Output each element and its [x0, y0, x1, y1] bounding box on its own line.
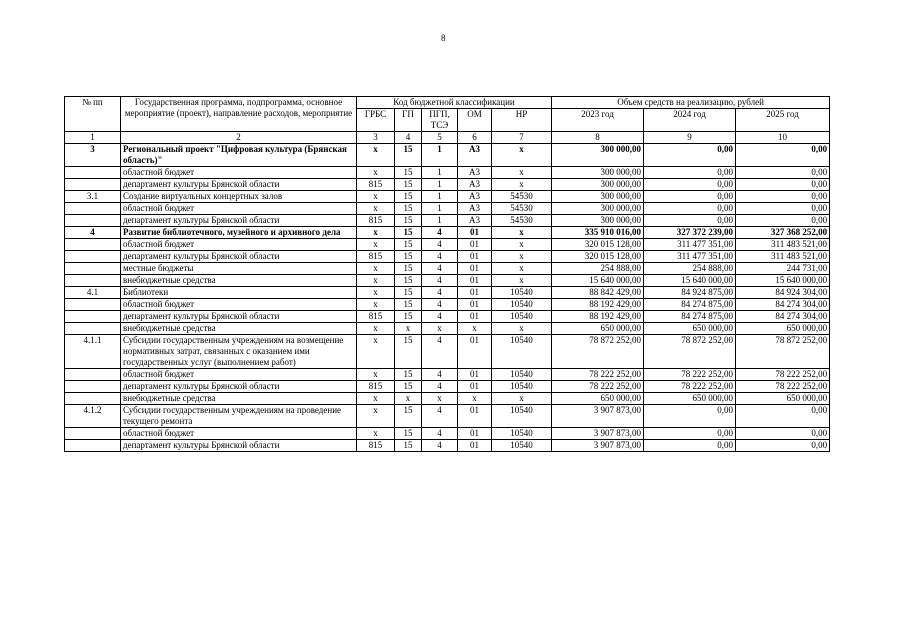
amount-2025: 311 483 521,00 — [736, 239, 830, 251]
amount-2023: 88 192 429,00 — [552, 311, 644, 323]
row-name: местные бюджеты — [121, 263, 357, 275]
nr-cell: 10540 — [492, 381, 552, 393]
om-cell: 01 — [458, 335, 492, 369]
header-grbs: ГРБС — [357, 109, 395, 132]
table-row — [65, 335, 830, 369]
amount-2025: 0,00 — [736, 179, 830, 191]
gp-cell: 15 — [395, 167, 422, 179]
amount-2025: 327 368 252,00 — [736, 227, 830, 239]
amount-2023: 15 640 000,00 — [552, 275, 644, 287]
om-cell: A3 — [458, 191, 492, 203]
ppgp-cell: 1 — [422, 179, 458, 191]
amount-2023: 650 000,00 — [552, 393, 644, 405]
column-number: 8 — [552, 132, 644, 144]
ppgp-cell: 4 — [422, 335, 458, 369]
table-row — [65, 405, 830, 428]
amount-2023: 3 907 873,00 — [552, 405, 644, 428]
amount-2024: 327 372 239,00 — [644, 227, 736, 239]
row-number — [65, 311, 121, 323]
row-number — [65, 203, 121, 215]
table-row — [65, 179, 830, 191]
grbs-cell: x — [357, 287, 395, 299]
ppgp-cell: x — [422, 323, 458, 335]
grbs-cell: x — [357, 428, 395, 440]
om-cell: A3 — [458, 203, 492, 215]
amount-2025: 0,00 — [736, 405, 830, 428]
row-number — [65, 381, 121, 393]
nr-cell: 10540 — [492, 369, 552, 381]
table-row — [65, 191, 830, 203]
gp-cell: 15 — [395, 405, 422, 428]
column-numbers-row — [65, 132, 830, 144]
row-name: Развитие библиотечного, музейного и архивного дела — [121, 227, 357, 239]
nr-cell: 10540 — [492, 428, 552, 440]
amount-2023: 254 888,00 — [552, 263, 644, 275]
om-cell: 01 — [458, 251, 492, 263]
ppgp-cell: 4 — [422, 369, 458, 381]
header-kbk-group: Код бюджетной классификации — [357, 97, 552, 109]
table-row — [65, 239, 830, 251]
amount-2023: 300 000,00 — [552, 191, 644, 203]
row-name: департамент культуры Брянской области — [121, 179, 357, 191]
row-number — [65, 167, 121, 179]
grbs-cell: 815 — [357, 251, 395, 263]
ppgp-cell: 1 — [422, 203, 458, 215]
row-number: 4.1.1 — [65, 335, 121, 369]
ppgp-cell: 4 — [422, 299, 458, 311]
row-name: Субсидии государственным учреждениям на возмещение нормативных затрат, связанных с оказанием ими государственных услуг (выполнением работ) — [121, 335, 357, 369]
table-body — [65, 144, 830, 452]
amount-2023: 3 907 873,00 — [552, 428, 644, 440]
row-name: внебюджетные средства — [121, 275, 357, 287]
gp-cell: x — [395, 323, 422, 335]
column-number: 7 — [492, 132, 552, 144]
column-number: 2 — [121, 132, 357, 144]
om-cell: 01 — [458, 405, 492, 428]
om-cell: 01 — [458, 299, 492, 311]
nr-cell: x — [492, 227, 552, 239]
nr-cell: x — [492, 275, 552, 287]
amount-2024: 0,00 — [644, 144, 736, 167]
om-cell: 01 — [458, 287, 492, 299]
om-cell: A3 — [458, 144, 492, 167]
gp-cell: 15 — [395, 263, 422, 275]
grbs-cell: 815 — [357, 311, 395, 323]
row-name: департамент культуры Брянской области — [121, 251, 357, 263]
om-cell: 01 — [458, 381, 492, 393]
header-ppgp: ПГП, ТСЭ — [422, 109, 458, 132]
row-number: 4.1.2 — [65, 405, 121, 428]
om-cell: A3 — [458, 179, 492, 191]
gp-cell: 15 — [395, 428, 422, 440]
column-number: 9 — [644, 132, 736, 144]
table-row — [65, 144, 830, 167]
grbs-cell: 815 — [357, 179, 395, 191]
table-row — [65, 227, 830, 239]
row-name: Региональный проект "Цифровая культура (Брянская область)" — [121, 144, 357, 167]
row-number: 3 — [65, 144, 121, 167]
gp-cell: 15 — [395, 191, 422, 203]
nr-cell: x — [492, 239, 552, 251]
nr-cell: x — [492, 251, 552, 263]
row-name: департамент культуры Брянской области — [121, 215, 357, 227]
grbs-cell: x — [357, 369, 395, 381]
grbs-cell: x — [357, 239, 395, 251]
row-name: внебюджетные средства — [121, 393, 357, 405]
amount-2023: 78 222 252,00 — [552, 369, 644, 381]
table-row — [65, 167, 830, 179]
row-name: департамент культуры Брянской области — [121, 381, 357, 393]
gp-cell: 15 — [395, 311, 422, 323]
row-name: Библиотеки — [121, 287, 357, 299]
gp-cell: 15 — [395, 251, 422, 263]
table-row — [65, 393, 830, 405]
amount-2024: 78 222 252,00 — [644, 369, 736, 381]
ppgp-cell: 4 — [422, 311, 458, 323]
amount-2024: 0,00 — [644, 203, 736, 215]
amount-2025: 244 731,00 — [736, 263, 830, 275]
amount-2023: 650 000,00 — [552, 323, 644, 335]
amount-2025: 15 640 000,00 — [736, 275, 830, 287]
amount-2023: 88 842 429,00 — [552, 287, 644, 299]
amount-2025: 0,00 — [736, 203, 830, 215]
nr-cell: 10540 — [492, 440, 552, 452]
nr-cell: 54530 — [492, 215, 552, 227]
amount-2023: 300 000,00 — [552, 203, 644, 215]
grbs-cell: x — [357, 203, 395, 215]
ppgp-cell: 1 — [422, 215, 458, 227]
amount-2025: 0,00 — [736, 167, 830, 179]
table-row — [65, 251, 830, 263]
amount-2024: 650 000,00 — [644, 323, 736, 335]
amount-2024: 0,00 — [644, 167, 736, 179]
gp-cell: 15 — [395, 203, 422, 215]
amount-2025: 311 483 521,00 — [736, 251, 830, 263]
amount-2025: 84 274 304,00 — [736, 311, 830, 323]
amount-2025: 0,00 — [736, 440, 830, 452]
gp-cell: 15 — [395, 335, 422, 369]
amount-2024: 0,00 — [644, 191, 736, 203]
om-cell: 01 — [458, 440, 492, 452]
row-number — [65, 215, 121, 227]
column-number: 6 — [458, 132, 492, 144]
amount-2023: 3 907 873,00 — [552, 440, 644, 452]
header-om: ОМ — [458, 109, 492, 132]
column-number: 4 — [395, 132, 422, 144]
amount-2024: 0,00 — [644, 405, 736, 428]
amount-2024: 311 477 351,00 — [644, 251, 736, 263]
grbs-cell: x — [357, 263, 395, 275]
header-nr: НР — [492, 109, 552, 132]
row-name: Субсидии государственным учреждениям на проведение текущего ремонта — [121, 405, 357, 428]
nr-cell: 10540 — [492, 287, 552, 299]
grbs-cell: x — [357, 323, 395, 335]
row-number — [65, 275, 121, 287]
grbs-cell: x — [357, 191, 395, 203]
amount-2025: 0,00 — [736, 144, 830, 167]
row-number — [65, 299, 121, 311]
row-number: 4 — [65, 227, 121, 239]
ppgp-cell: 4 — [422, 287, 458, 299]
ppgp-cell: 1 — [422, 191, 458, 203]
row-name: департамент культуры Брянской области — [121, 311, 357, 323]
nr-cell: 10540 — [492, 299, 552, 311]
amount-2023: 300 000,00 — [552, 167, 644, 179]
row-number — [65, 263, 121, 275]
column-number: 5 — [422, 132, 458, 144]
row-number — [65, 251, 121, 263]
nr-cell: x — [492, 323, 552, 335]
ppgp-cell: 1 — [422, 144, 458, 167]
ppgp-cell: 4 — [422, 275, 458, 287]
gp-cell: 15 — [395, 144, 422, 167]
om-cell: x — [458, 393, 492, 405]
table-row — [65, 263, 830, 275]
nr-cell: x — [492, 144, 552, 167]
row-number — [65, 428, 121, 440]
amount-2024: 0,00 — [644, 440, 736, 452]
amount-2023: 335 910 016,00 — [552, 227, 644, 239]
header-year-2025: 2025 год — [736, 109, 830, 132]
grbs-cell: 815 — [357, 381, 395, 393]
amount-2024: 0,00 — [644, 215, 736, 227]
ppgp-cell: x — [422, 393, 458, 405]
om-cell: 01 — [458, 428, 492, 440]
amount-2024: 84 924 875,00 — [644, 287, 736, 299]
grbs-cell: x — [357, 167, 395, 179]
page-number: 8 — [441, 33, 446, 43]
nr-cell: 10540 — [492, 405, 552, 428]
om-cell: 01 — [458, 263, 492, 275]
amount-2024: 0,00 — [644, 179, 736, 191]
gp-cell: 15 — [395, 287, 422, 299]
table-row — [65, 299, 830, 311]
amount-2023: 320 015 128,00 — [552, 251, 644, 263]
column-number: 10 — [736, 132, 830, 144]
row-number — [65, 440, 121, 452]
grbs-cell: x — [357, 275, 395, 287]
amount-2025: 650 000,00 — [736, 393, 830, 405]
header-num: № пп — [65, 97, 121, 132]
amount-2024: 254 888,00 — [644, 263, 736, 275]
row-number — [65, 369, 121, 381]
budget-table — [64, 96, 830, 452]
amount-2023: 78 872 252,00 — [552, 335, 644, 369]
gp-cell: 15 — [395, 239, 422, 251]
row-name: внебюджетные средства — [121, 323, 357, 335]
amount-2025: 0,00 — [736, 428, 830, 440]
om-cell: A3 — [458, 167, 492, 179]
ppgp-cell: 4 — [422, 381, 458, 393]
gp-cell: 15 — [395, 381, 422, 393]
amount-2024: 78 872 252,00 — [644, 335, 736, 369]
table-row — [65, 287, 830, 299]
row-name: областной бюджет — [121, 299, 357, 311]
row-name: областной бюджет — [121, 167, 357, 179]
nr-cell: 10540 — [492, 311, 552, 323]
column-number: 3 — [357, 132, 395, 144]
row-name: Создание виртуальных концертных залов — [121, 191, 357, 203]
row-name: департамент культуры Брянской области — [121, 440, 357, 452]
grbs-cell: x — [357, 335, 395, 369]
amount-2023: 320 015 128,00 — [552, 239, 644, 251]
ppgp-cell: 4 — [422, 405, 458, 428]
header-funds-group: Объем средств на реализацию, рублей — [552, 97, 830, 109]
nr-cell: x — [492, 167, 552, 179]
amount-2024: 311 477 351,00 — [644, 239, 736, 251]
grbs-cell: 815 — [357, 215, 395, 227]
amount-2024: 650 000,00 — [644, 393, 736, 405]
amount-2023: 300 000,00 — [552, 215, 644, 227]
gp-cell: 15 — [395, 215, 422, 227]
amount-2023: 300 000,00 — [552, 144, 644, 167]
amount-2025: 650 000,00 — [736, 323, 830, 335]
amount-2025: 0,00 — [736, 191, 830, 203]
om-cell: A3 — [458, 215, 492, 227]
header-row-1 — [65, 97, 830, 109]
nr-cell: x — [492, 393, 552, 405]
row-number — [65, 323, 121, 335]
grbs-cell: x — [357, 227, 395, 239]
gp-cell: 15 — [395, 369, 422, 381]
nr-cell: x — [492, 179, 552, 191]
ppgp-cell: 4 — [422, 227, 458, 239]
ppgp-cell: 4 — [422, 440, 458, 452]
amount-2025: 78 222 252,00 — [736, 381, 830, 393]
table-row — [65, 311, 830, 323]
grbs-cell: 815 — [357, 440, 395, 452]
row-number: 3.1 — [65, 191, 121, 203]
om-cell: x — [458, 323, 492, 335]
row-number: 4.1 — [65, 287, 121, 299]
ppgp-cell: 4 — [422, 251, 458, 263]
column-number: 1 — [65, 132, 121, 144]
amount-2025: 84 274 304,00 — [736, 299, 830, 311]
gp-cell: x — [395, 393, 422, 405]
amount-2023: 300 000,00 — [552, 179, 644, 191]
amount-2025: 78 872 252,00 — [736, 335, 830, 369]
ppgp-cell: 4 — [422, 239, 458, 251]
row-number — [65, 239, 121, 251]
om-cell: 01 — [458, 239, 492, 251]
row-name: областной бюджет — [121, 239, 357, 251]
gp-cell: 15 — [395, 299, 422, 311]
row-name: областной бюджет — [121, 369, 357, 381]
amount-2024: 84 274 875,00 — [644, 311, 736, 323]
nr-cell: 54530 — [492, 203, 552, 215]
header-year-2024: 2024 год — [644, 109, 736, 132]
table-row — [65, 440, 830, 452]
gp-cell: 15 — [395, 179, 422, 191]
gp-cell: 15 — [395, 227, 422, 239]
amount-2024: 78 222 252,00 — [644, 381, 736, 393]
ppgp-cell: 1 — [422, 167, 458, 179]
header-program: Государственная программа, подпрограмма, основное мероприятие (проект), направление расходов, мероприятие — [121, 97, 357, 132]
nr-cell: 54530 — [492, 191, 552, 203]
amount-2024: 0,00 — [644, 428, 736, 440]
grbs-cell: x — [357, 393, 395, 405]
gp-cell: 15 — [395, 275, 422, 287]
amount-2023: 88 192 429,00 — [552, 299, 644, 311]
amount-2023: 78 222 252,00 — [552, 381, 644, 393]
om-cell: 01 — [458, 227, 492, 239]
nr-cell: x — [492, 263, 552, 275]
row-name: областной бюджет — [121, 428, 357, 440]
header-year-2023: 2023 год — [552, 109, 644, 132]
grbs-cell: x — [357, 299, 395, 311]
amount-2025: 78 222 252,00 — [736, 369, 830, 381]
header-gp: ГП — [395, 109, 422, 132]
table-row — [65, 428, 830, 440]
grbs-cell: x — [357, 144, 395, 167]
row-number — [65, 393, 121, 405]
table-row — [65, 323, 830, 335]
om-cell: 01 — [458, 369, 492, 381]
table-row — [65, 381, 830, 393]
om-cell: 01 — [458, 311, 492, 323]
row-number — [65, 179, 121, 191]
amount-2025: 84 924 304,00 — [736, 287, 830, 299]
table-row — [65, 369, 830, 381]
om-cell: 01 — [458, 275, 492, 287]
table-row — [65, 215, 830, 227]
amount-2025: 0,00 — [736, 215, 830, 227]
grbs-cell: x — [357, 405, 395, 428]
table-row — [65, 203, 830, 215]
row-name: областной бюджет — [121, 203, 357, 215]
table-row — [65, 275, 830, 287]
gp-cell: 15 — [395, 440, 422, 452]
amount-2024: 15 640 000,00 — [644, 275, 736, 287]
nr-cell: 10540 — [492, 335, 552, 369]
amount-2024: 84 274 875,00 — [644, 299, 736, 311]
ppgp-cell: 4 — [422, 428, 458, 440]
ppgp-cell: 4 — [422, 263, 458, 275]
